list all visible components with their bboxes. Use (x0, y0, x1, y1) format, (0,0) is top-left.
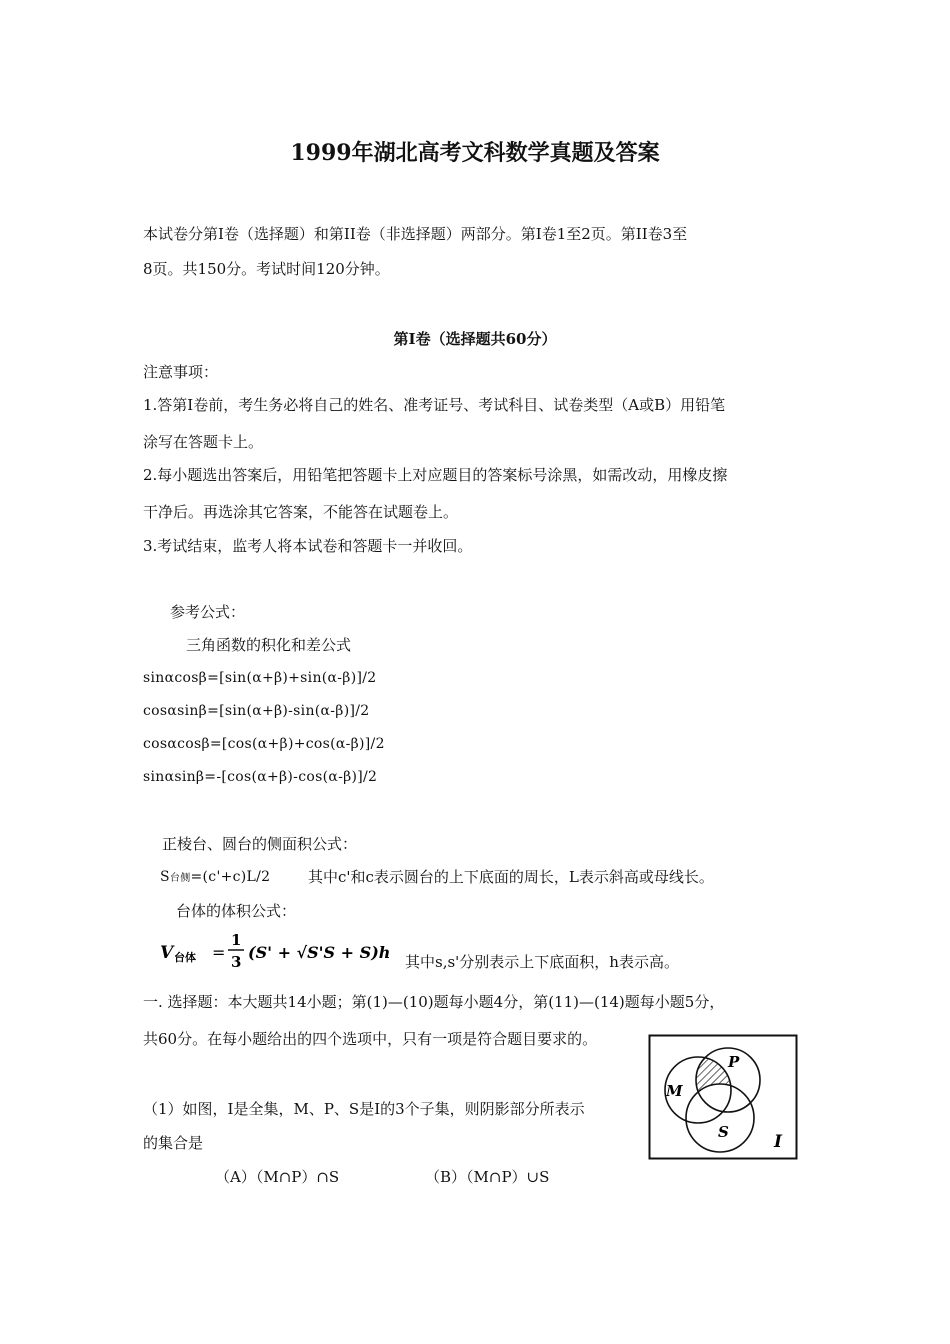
trig-formula: sinαcosβ=[sin(α+β)+sin(α-β)]/2 (143, 670, 377, 686)
formulas-heading: 参考公式： (170, 603, 246, 621)
question1-line-2: 的集合是 (143, 1134, 204, 1152)
section-title: 第Ⅰ卷（选择题共60分） (393, 330, 557, 348)
question1-option-b[interactable]: （B）（M∩P）∪S (425, 1168, 550, 1186)
trig-heading: 三角函数的积化和差公式 (186, 636, 352, 654)
question1-option-a[interactable]: （A）（M∩P）∩S (215, 1168, 340, 1186)
volume-formula-body: (S' + √S'S + S)h (248, 943, 391, 962)
part1-line-2: 共60分。在每小题给出的四个选项中，只有一项是符合题目要求的。 (143, 1030, 598, 1048)
part1-line-1: 一. 选择题：本大题共14小题；第(1)—(10)题每小题4分，第(11)—(14)题每小题5分， (143, 993, 725, 1011)
trig-formula: cosαcosβ=[cos(α+β)+cos(α-β)]/2 (143, 736, 385, 752)
trig-formula: cosαsinβ=[sin(α+β)-sin(α-β)]/2 (143, 703, 370, 719)
volume-formula (160, 928, 406, 972)
volume-formula-den: 3 (231, 953, 242, 971)
volume-note: 其中s,s'分别表示上下底面积，h表示高。 (405, 953, 679, 971)
volume-heading: 台体的体积公式： (176, 902, 297, 920)
svg-text:=: = (212, 943, 226, 962)
intro-line-1: 本试卷分第Ⅰ卷（选择题）和第II卷（非选择题）两部分。第Ⅰ卷1至2页。第II卷3至 (143, 225, 688, 243)
intro-line-2: 8页。共150分。考试时间120分钟。 (143, 260, 390, 278)
volume-formula-num: 1 (231, 931, 242, 949)
notice-line: 干净后。再选涂其它答案，不能答在试题卷上。 (143, 503, 459, 521)
volume-formula-lhs: V (160, 943, 174, 963)
page-title: 1999年湖北高考文科数学真题及答案 (290, 140, 660, 166)
notice-line: 2.每小题选出答案后，用铅笔把答题卡上对应题目的答案标号涂黑，如需改动，用橡皮擦 (143, 466, 728, 484)
universe-label: I (774, 1132, 782, 1152)
set-m-label: M (666, 1082, 683, 1100)
volume-formula-sub: 台体 (174, 951, 196, 964)
lateral-formula: S台侧=(c'+c)L/2 (160, 869, 271, 885)
venn-diagram (648, 1034, 800, 1162)
set-s-label: S (718, 1123, 729, 1141)
lateral-note: 其中c'和c表示圆台的上下底面的周长，L表示斜高或母线长。 (308, 868, 714, 886)
set-p-label: P (728, 1053, 740, 1071)
lateral-heading: 正棱台、圆台的侧面积公式： (162, 835, 358, 853)
notice-heading: 注意事项： (143, 363, 219, 381)
notice-line: 涂写在答题卡上。 (143, 433, 264, 451)
notice-line: 3.考试结束，监考人将本试卷和答题卡一并收回。 (143, 537, 473, 555)
question1-line-1: （1）如图，I是全集，M、P、S是I的3个子集，则阴影部分所表示 (143, 1100, 585, 1118)
trig-formula: sinαsinβ=-[cos(α+β)-cos(α-β)]/2 (143, 769, 378, 785)
notice-line: 1.答第Ⅰ卷前，考生务必将自己的姓名、准考证号、考试科目、试卷类型（A或B）用铅笔 (143, 396, 726, 414)
